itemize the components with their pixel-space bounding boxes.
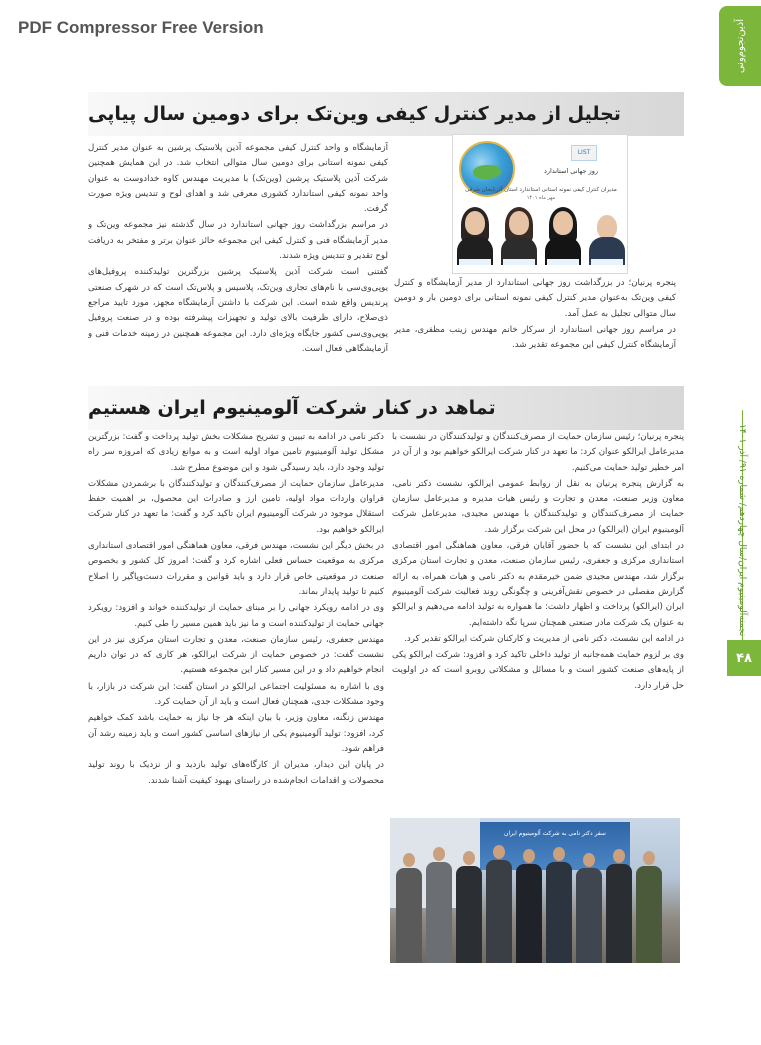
person-figure (486, 845, 512, 963)
article1-paragraph: در مراسم بزرگداشت روز جهانی استاندارد در سال گذشته نیز مجموعه وین‌تک و مدیر آزمایشگاه فنی و کنترل کیفی این مجموعه حائز عنوان برتر و مفتخر به دریافت لوح تقدیر و تندیس ویژه شدند. (88, 220, 388, 262)
article2-paragraph: مهندس زنگنه، معاون وزیر، با بیان اینکه هر جا نیاز به حمایت باشد کمک خواهیم کرد، افزود: تولید آلومینیوم یکی از نیازهای اساسی کشور است و باید زمینه رشد آن فراهم شود. (88, 713, 384, 754)
portrait-woman (457, 207, 493, 265)
article2-paragraph: در پایان این دیدار، مدیران از کارگاه‌های تولید بازدید و از نزدیک با روند تولید محصولات و اقدامات انجام‌شده در راستای بهبود کیفیت آشنا شدند. (88, 760, 384, 786)
article2-body-right (392, 430, 684, 804)
section-tab-label: آذین‌نجوم‌ونی (734, 18, 746, 74)
article2-headline: تماهد در کنار شرکت آلومینیوم ایران هستیم (88, 397, 496, 419)
article2-headline-bar (88, 386, 684, 430)
page-number: ۴۸ (727, 640, 761, 676)
poster-date: مهر ماه ۱۴۰۱ (526, 195, 556, 201)
article2-paragraph: مهندس جعفری، رئیس سازمان صنعت، معدن و تجارت استان مرکزی نیز در این نشست گفت: در خصوص حمایت از شرکت ایرالکو، هر کاری که در توان داریم انجام خواهیم داد و در این مسیر کنار این مجموعه هستیم. (88, 634, 384, 676)
magazine-strip (733, 420, 751, 640)
article2-paragraph: به گزارش پنجره‌ پرنیان به نقل از روابط عمومی ایرالکو، نشست دکتر نامی، معاون وزیر صنعت، معدن و تجارت و رئیس هیات مدیره و مدیرعامل سازمان حمایت از مصرف‌کنندگان و تولیدکنندگان با مهندس مجیدی، مدیرعامل شرکت آلومینیوم ایران (ایرالکو) در محل این شرکت برگزار شد. (392, 478, 684, 535)
award-poster-image (452, 134, 628, 274)
poster-subtitle: مدیران کنترل کیفی نمونه استانی استاندارد استان آذربایجان شرقی (465, 187, 617, 193)
article1-headline-bar (88, 92, 684, 136)
article2-paragraph: وی در ادامه رویکرد جهانی را بر مبنای حمایت از تولیدکننده خواند و افزود: رویکرد جهانی حمایت از تولیدکننده است و ما نیز باید همین مسیر را طی کنیم. (88, 603, 384, 629)
article2-paragraph: وی بر لزوم حمایت همه‌جانبه از تولید داخلی تاکید کرد و افزود: شرکت ایرالکو یکی از پایه‌های صنعت کشور است و با مسائل و مشکلاتی روبرو است که در اولویت حل قرار دارد. (392, 650, 684, 691)
person-figure (606, 849, 632, 963)
article2-paragraph: در بخش دیگر این نشست، مهندس فرقی، معاون هماهنگی امور اقتصادی استانداری مرکزی به موقعیت حساس فعلی اشاره کرد و گفت: امروز کل کشور و بخصوص صنعت در موقعیتی خاص قرار دارد و باید قوانین و مقررات دست‌وپاگیر را اصلاح کنیم تا تولید پایدار بماند. (88, 541, 384, 597)
article1-caption-paragraph: در مراسم روز جهانی استاندارد از سرکار خانم مهندس زینب مظفری، مدیر آزمایشگاه کنترل کیفی این مجموعه تقدیر شد. (394, 324, 676, 351)
article2-paragraph: پنجره‌ پرنیان؛ رئیس سازمان حمایت از مصرف‌کنندگان و تولیدکنندگان در نشست با مدیرعامل ایرالکو عنوان کرد: ما تعهد در کنار شرکت ایرالکو خواهیم بود و از آن در امر خطیر تولید حمایت می‌کنیم. (392, 432, 684, 473)
article2-paragraph: دکتر نامی در ادامه به تبیین و تشریح مشکلات بخش تولید پرداخت و گفت: بزرگترین مشکل تولید آلومینیوم تامین مواد اولیه است و به موانع زیادی که امروزه سر راه تولید وجود دارد، باید رسیدگی شود و این موضوع مطرح شد. (88, 432, 384, 473)
person-figure (636, 851, 662, 963)
watermark-text: PDF Compressor Free Version (18, 18, 264, 37)
poster-title: روز جهانی استاندارد (543, 167, 599, 175)
person-figure (546, 847, 572, 963)
person-figure (576, 853, 602, 963)
person-figure (456, 851, 482, 963)
person-figure (426, 847, 452, 963)
article1-paragraph: گفتنی است شرکت آذین پلاستیک پرشین بزرگترین تولیدکننده پروفیل‌های یو‌پی‌وی‌سی با نام‌های تجاری وین‌تک، پلاسیس و پلاس‌تک است که در شهرک صنعتی پرندیس واقع شده است. این شرکت با داشتن آزمایشگاه مجهز، مورد تایید مراجع ذی‌صلاح، دارای ظرفیت بالای تولید و تجهیزات پیشرفته بوده و در صنعت پروفیل یو‌پی‌وی‌سی کشور جایگاه ویژه‌ای دارد. این مجموعه همچنین در زمینه خدمات فنی و آزمایشگاهی فعال است. (88, 267, 388, 354)
article1-body (88, 141, 388, 373)
group-photo (390, 818, 680, 963)
article1-paragraph: آزمایشگاه و واحد کنترل کیفی مجموعه آذین پلاستیک پرشین به عنوان مدیر کنترل کیفی نمونه استانی برای دومین سال متوالی انتخاب شد. در این همایش همچنین شرکت آذین پلاستیک پرشین (وین‌تک) با مدیریت مهندس کاوه خدادوست به عنوان واحد نمونه کیفی استاندارد کشوری معرفی شد و اهدای لوح و تندیس ویژه صورت گرفت. (88, 143, 388, 215)
article1-headline: تجلیل از مدیر کنترل کیفی وین‌تک برای دومین سال پیاپی (88, 103, 621, 125)
magazine-strip-label: نجمنه‌آلومینیوم‌ ایران/سال چهاردهم/ شماره ۹۱/ آذر ۱۴۰۱ (737, 423, 747, 637)
portrait-woman (545, 207, 581, 265)
article1-caption (394, 276, 676, 373)
portrait-man (589, 207, 625, 265)
poster-badge: LIST (571, 145, 597, 161)
article2-paragraph: در ابتدای این نشست که با حضور آقایان فرقی، معاون هماهنگی امور اقتصادی استانداری مرکزی و جعفری، رئیس سازمان صنعت، معدن و تجارت استان مرکزی برگزار شد، مهندس مجیدی ضمن خیرمقدم به دکتر نامی و هیات همراه، به ارائه گزارش مفصلی در خصوص نقش‌آفرینی و چگونگی روند فعالیت شرکت آلومینیوم ایران (ایرالکو) پرداخت و اظهار داشت: ما همواره به تولید ادامه می‌دهیم و ایرالکو به عنوان یک شرکت مادر صنعتی همچنان سرپا نگه داشته‌ایم. (392, 541, 684, 628)
article2-paragraph: در ادامه این نشست، دکتر نامی از مدیریت و کارکنان شرکت ایرالکو تقدیر کرد. (404, 633, 684, 644)
person-figure (396, 853, 422, 963)
article2-paragraph: وی با اشاره به مسئولیت اجتماعی ایرالکو در استان گفت: این شرکت در بازار، با وجود مشکلات جدی، همچنان فعال است و باید از آن حمایت کرد. (88, 681, 384, 708)
portrait-woman (501, 207, 537, 265)
section-tab (719, 6, 761, 86)
article2-body-left (88, 430, 384, 958)
photo-screen-text: سفر دکتر نامی به شرکت آلومینیوم ایران (504, 830, 606, 837)
person-figure (516, 849, 542, 963)
article2-paragraph: مدیرعامل سازمان حمایت از مصرف‌کنندگان و تولیدکنندگان با برشمردن مشکلات فراوان واردات مواد اولیه، تامین ارز و صادرات این محصول، بر اهمیت حفظ استقلال موجود در شرکت آلومینیوم ایران تاکید کرد و گفت: ما تعهد در کنار شرکت ایرالکو خواهیم بود. (88, 478, 384, 535)
article1-caption-paragraph: پنجره‌ پرنیان؛ در بزرگداشت روز جهانی استاندارد از مدیر آزمایشگاه و کنترل کیفی وین‌تک به‌عنوان مدیر کنترل کیفی نمونه استانی برای دومین بار و دومین سال متوالی تجلیل به عمل آمد. (394, 278, 676, 319)
